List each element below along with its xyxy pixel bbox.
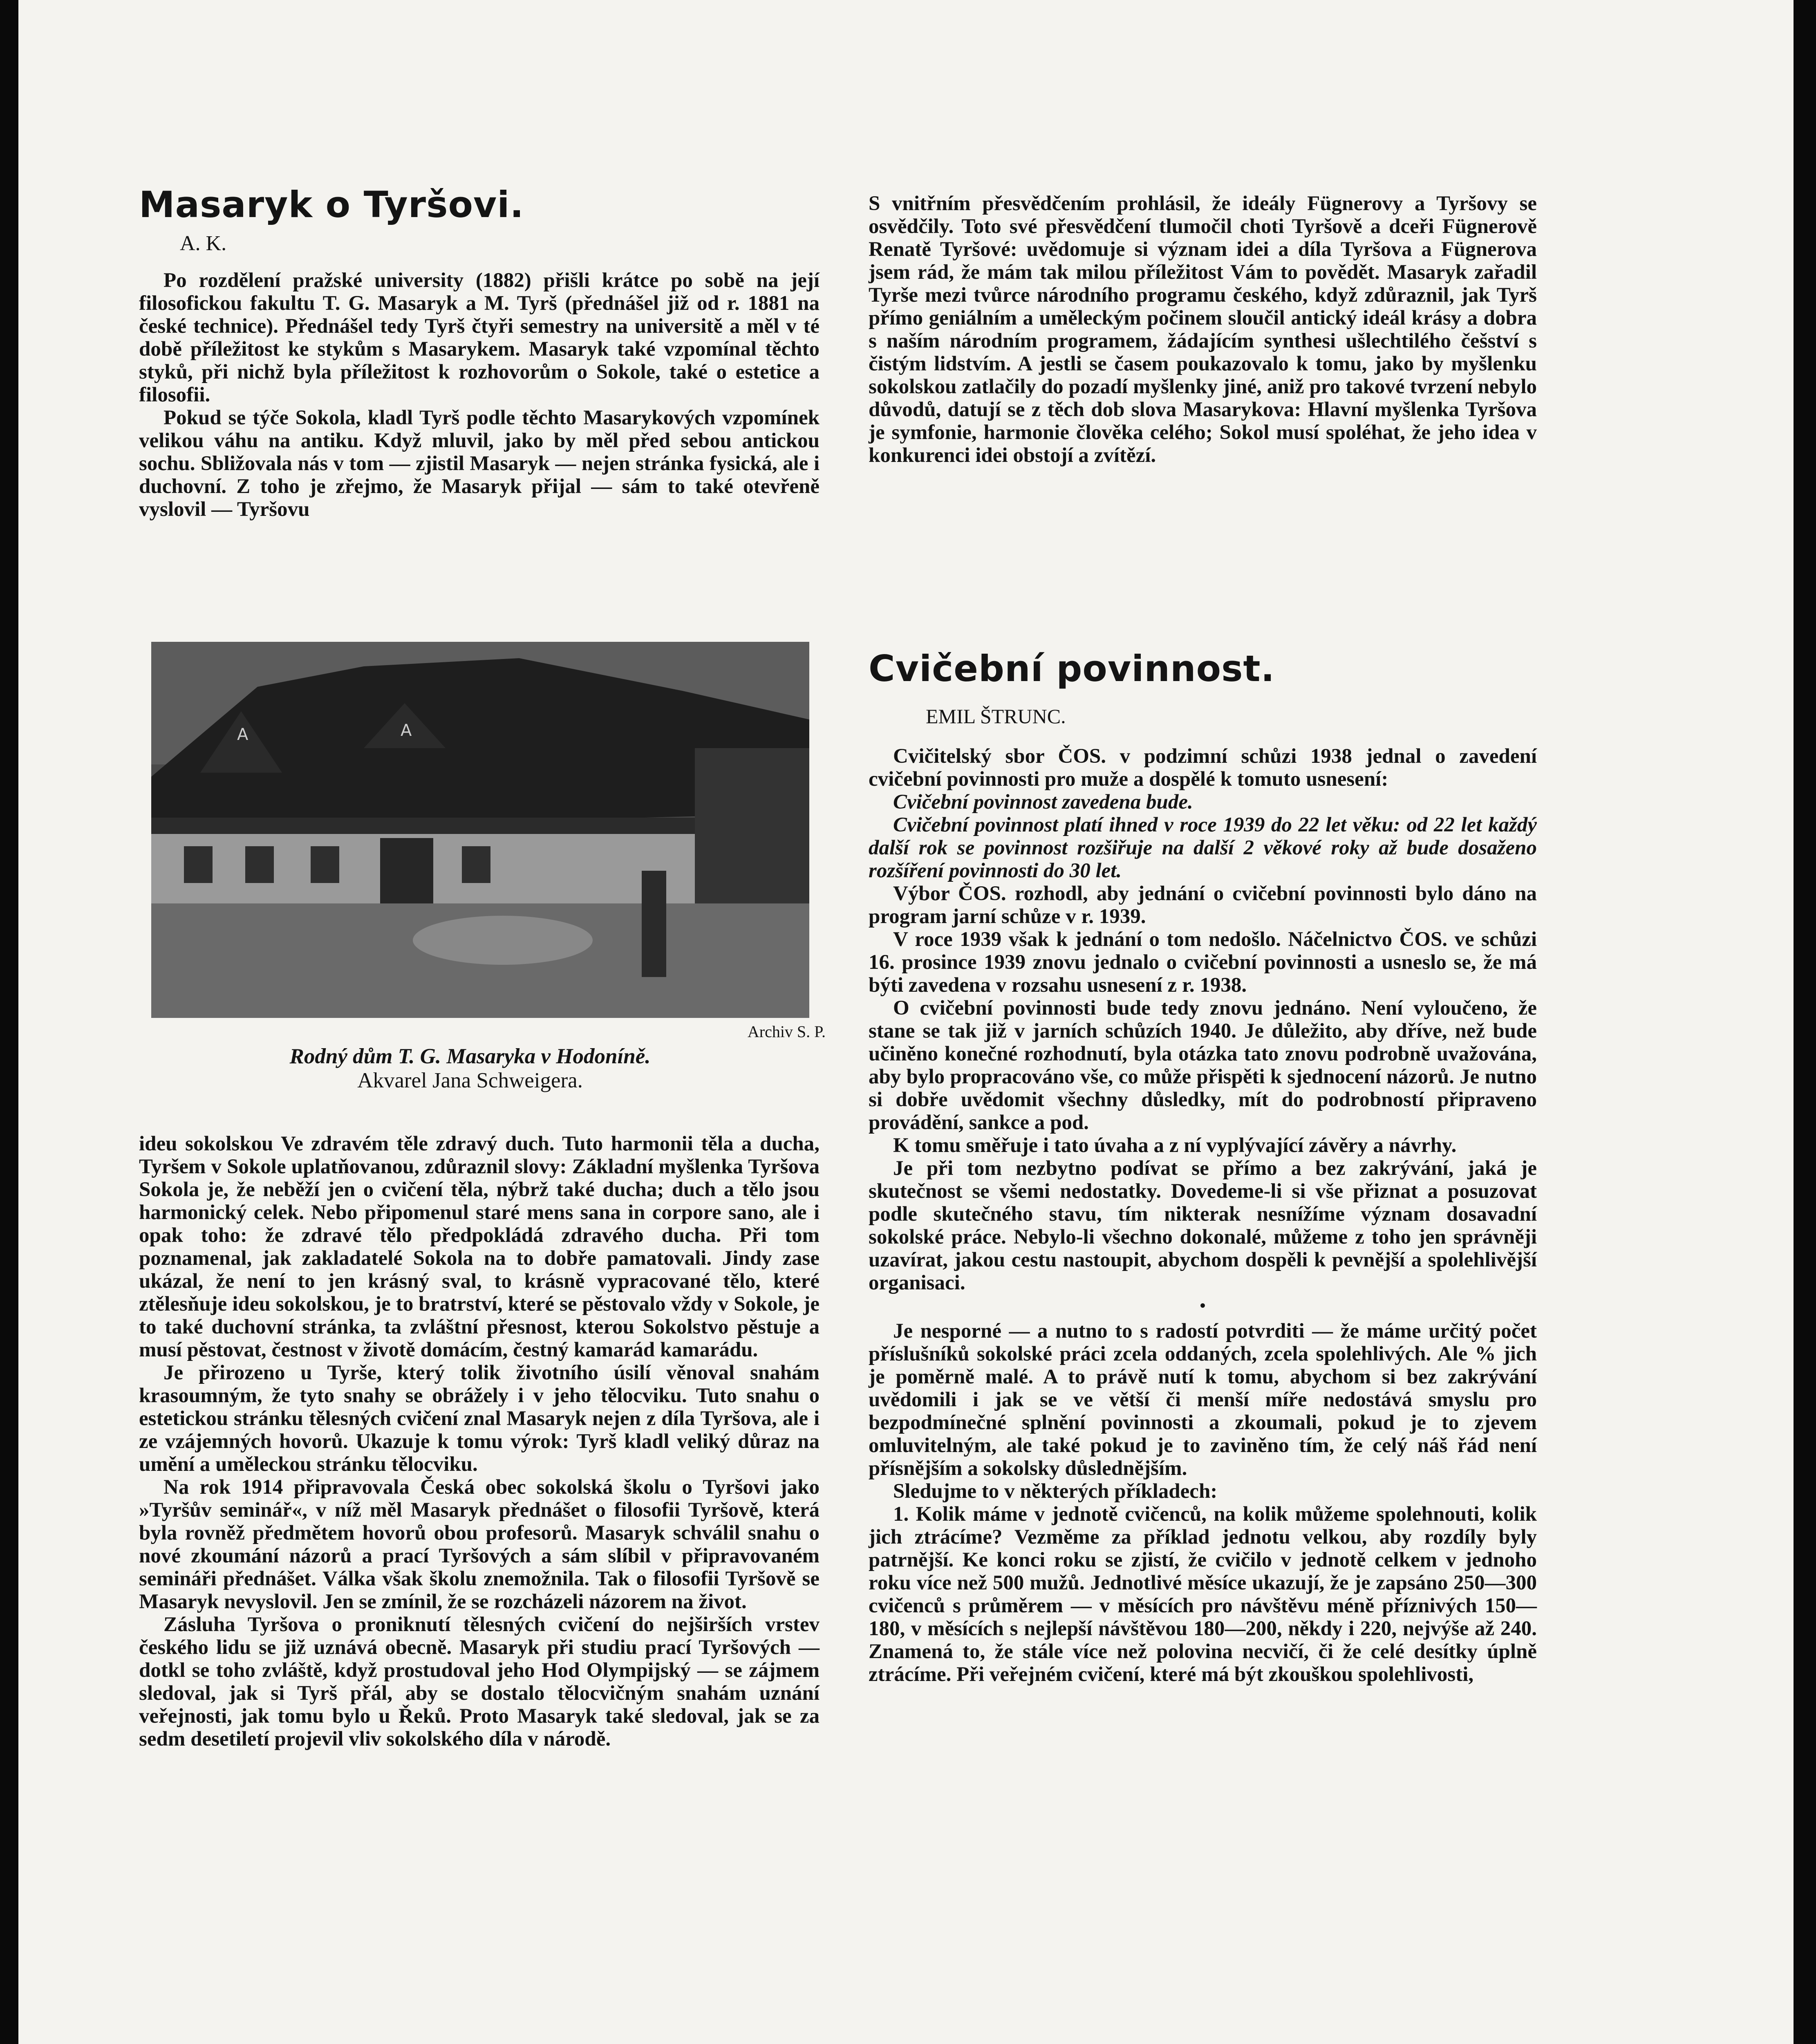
svg-text:A: A (237, 725, 249, 744)
article-masaryk-top (139, 186, 820, 521)
paragraph: Je při tom nezbytno podívat se přímo a bez zakrývání, jaká je skutečnost se všemi nedostatky. Dovedeme-li si vše přiznat a posuzovat podle skutečného stavu, tím nikterak nesnížíme význam dosavadní sokolské práce. Nebylo-li všechno dokonalé, můžeme z toho jen správněji uzavírat, jakou cestu nastoupit, abychom dospěli k pevnější a spolehlivější organisaci. (869, 1157, 1537, 1295)
paragraph: Sledujme to v některých příkladech: (893, 1479, 1218, 1503)
scan-border-left (0, 0, 18, 2044)
article-author: EMIL ŠTRUNC. (926, 705, 1066, 728)
article-masaryk-continued (139, 1132, 820, 1750)
section-separator: • (1200, 1296, 1206, 1315)
caption-line-1: Rodný dům T. G. Masaryka v Hodoníně. (289, 1044, 651, 1068)
paragraph: Po rozdělení pražské university (1882) přišli krátce po sobě na její filosofickou fakultu T. G. Masaryk a M. Tyrš (přednášel již od r. 1881 na české technice). Přednášel tedy Tyrš čtyři semestry na universitě a měl v té době příležitost ke stykům s Masarykem. Masaryk také vzpomínal těchto styků, při nichž byla příležitost k rozhovorům o Sokole, také o estetice a filosofii. (139, 269, 820, 406)
paragraph: Je nesporné — a nutno to s radostí potvrditi — že máme určitý počet příslušníků sokolské práci zcela oddaných, zcela spolehlivých. Ale % jich je poměrně malé. A to právě nutí k tomu, abychom si bez zakrývání uvědomili i jak se ve větší či menší míře nedostává smyslu pro bezpodmínečné splnění povinnosti a zkoumali, pokud je to zjevem omluvitelným, ale také pokud je to zaviněno tím, že celý náš řád není přísnějším a sokolsky důslednějším. (869, 1319, 1537, 1480)
article-body-bottom (139, 1132, 820, 1750)
paragraph: Pokud se týče Sokola, kladl Tyrš podle těchto Masarykových vzpomínek velikou váhu na antiku. Když mluvil, jako by měl před sebou antickou sochu. Sbližovala nás v tom — zjistil Masaryk — nejen stránka fysická, ale i duchovní. Z toho je zřejmo, že Masaryk přijal — sám to také otevřeně vyslovil — Tyršovu (139, 406, 820, 521)
article-cvicebni-povinnost (869, 650, 1537, 1686)
article-title: Cvičební povinnost. (869, 648, 1275, 690)
article-title: Masaryk o Tyršovi. (139, 184, 524, 226)
resolution: Cvičební povinnost zavedena bude. (893, 791, 1193, 814)
paragraph: V roce 1939 však k jednání o tom nedošlo. Náčelnictvo ČOS. ve schůzi 16. prosince 1939 znovu jednalo o cvičební povinnosti a usneslo se, že má býti zavedena v rozsahu usnesení z r. 1938. (869, 928, 1537, 997)
article-body (869, 745, 1537, 1685)
resolution: Cvičební povinnost platí ihned v roce 1939 do 22 let věku: od 22 let každý další rok se povinnost rozšiřuje na další 2 věkové roky až bude dosaženo rozšíření povinnosti do 30 let. (869, 814, 1537, 883)
caption-line-2: Akvarel Jana Schweigera. (357, 1069, 583, 1093)
photo-credit: Archiv S. P. (747, 1022, 826, 1041)
birthplace-illustration (151, 642, 809, 1018)
article-author: A. K. (180, 232, 227, 256)
paragraph: Výbor ČOS. rozhodl, aby jednání o cvičební povinnosti bylo dáno na program jarní schůze v r. 1939. (869, 882, 1537, 928)
photo-caption (163, 1044, 777, 1093)
paragraph: ideu sokolskou Ve zdravém těle zdravý duch. Tuto harmonii těla a ducha, Tyršem v Sokole uplatňovanou, zdůraznil slovy: Základní myšlenka Tyršova Sokola je, že neběží jen o cvičení těla, nýbrž také ducha; duch a tělo jsou harmonický celek. Nebo připomenul staré mens sana in corpore sano, ale i opak toho: že zdravé tělo předpokládá zdravého ducha. Při tom poznamenal, jak zakladatelé Sokola na to dobře pamatovali. Jindy zase ukázal, že není to jen krásný sval, to krásně vypracované tělo, které ztělesňuje ideu sokolskou, je to bratrství, které se pěstovalo vždy v Sokole, je to také duchovní stránka, ta zvláštní přesnost, kterou Sokolstvo pěstuje a musí pěstovat, čestnost v životě domácím, čestný kamarád kamarádu. (139, 1132, 820, 1361)
article-body-top (139, 269, 820, 521)
paragraph: Cvičitelský sbor ČOS. v podzimní schůzi 1938 jednal o zavedení cvičební povinnosti pro muže a dospělé k tomuto usnesení: (869, 745, 1537, 791)
article-body-right (869, 192, 1537, 467)
house-watercolor-image (151, 642, 809, 1018)
paragraph: K tomu směřuje i tato úvaha a z ní vyplývající závěry a návrhy. (893, 1134, 1457, 1157)
paragraph: S vnitřním přesvědčením prohlásil, že ideály Fügnerovy a Tyršovy se osvědčily. Toto své přesvědčení tlumočil choti Tyršově a dceři Fügnerově Renatě Tyršové: uvědomuje si význam idei a díla Tyršova a Fügnerova jsem rád, že mám tak milou příležitost Vám to povědět. Masaryk zařadil Tyrše mezi tvůrce národního programu českého, když zdůraznil, jak Tyrš přímo geniálním a uměleckým počinem sloučil antický ideál krásy a dobra s naším národním programem, žádajícím synthesi ušlechtilého češství s čistým lidstvím. A jestli se časem poukazovalo k tomu, jako by myšlenku sokolskou zatlačily do pozadí myšlenky jiné, aniž pro takové tvrzení nebylo důvodů, datují se z těch dob slova Masarykova: Hlavní myšlenka Tyršova je symfonie, harmonie člověka celého; Sokol musí spoléhat, že jeho idea v konkurenci idei obstojí a zvítězí. (869, 192, 1537, 467)
paragraph: Na rok 1914 připravovala Česká obec sokolská školu o Tyršovi jako »Tyršův seminář«, v níž měl Masaryk přednášet o filosofii Tyršově, která byla rovněž předmětem hovorů obou profesorů. Masaryk schválil snahu o nové zkoumání názorů a prací Tyršových a sám slíbil v připravovaném semináři přednášet. Válka však školu znemožnila. Tak o filosofii Tyršově se Masaryk nevyslovil. Jen se zmínil, že se rozcházeli názorem na život. (139, 1475, 820, 1613)
paragraph: Zásluha Tyršova o proniknutí tělesných cvičení do nejširších vrstev českého lidu se již uznává obecně. Masaryk při studiu prací Tyršových — dotkl se toho zvláště, když prostudoval jeho Hod Olympijský — se zájmem sledoval, jak si Tyrš přál, aby se dostalo tělocvičným snahám uznání veřejnosti, jak tomu bylo u Řeků. Proto Masaryk také sledoval, jak se za sedm desetiletí projevil vliv sokolského díla v národě. (139, 1613, 820, 1750)
svg-text:A: A (401, 721, 412, 740)
paragraph: Je přirozeno u Tyrše, který tolik životního úsilí věnoval snahám krasoumným, že tyto snahy se obrážely i v jeho tělocviku. Tuto snahu o estetickou stránku tělesných cvičení znal Masaryk nejen z díla Tyršova, ale i ze vzájemných hovorů. Ukazuje k tomu výrok: Tyrš kladl veliký důraz na umění a uměleckou stránku tělocviku. (139, 1361, 820, 1476)
paragraph: O cvičební povinnosti bude tedy znovu jednáno. Není vyloučeno, že stane se tak již v jarních schůzích 1940. Je důležito, aby dříve, než bude učiněno konečné rozhodnutí, byla otázka tato znovu podrobně uvažována, aby bylo propracováno vše, co může přispěti k sjednocení názorů. Je nutno si dobře uvědomit všechny důsledky, mít do podrobností připraveno provádění, sankce a pod. (869, 997, 1537, 1134)
scan-border-right (1794, 0, 1816, 2044)
paragraph: 1. Kolik máme v jednotě cvičenců, na kolik můžeme spolehnouti, kolik jich ztrácíme? Vezměme za příklad jednotu velkou, aby rozdíly byly patrnější. Ke konci roku se zjistí, že cvičilo v jednotě celkem v jednoho roku více než 500 mužů. Jednotlivé měsíce ukazují, že je zapsáno 250—300 cvičenců s průměrem — v měsících pro návštěvu méně příznivých 150—180, v měsících s nejlepší návštěvou 180—200, někdy i 220, nejvýše až 240. Znamená to, že stále více než polovina necvičí, či že celé desítky úplně ztrácíme. Při veřejném cvičení, které má být zkouškou spolehlivosti, (869, 1502, 1537, 1686)
article-masaryk-right (869, 192, 1537, 467)
